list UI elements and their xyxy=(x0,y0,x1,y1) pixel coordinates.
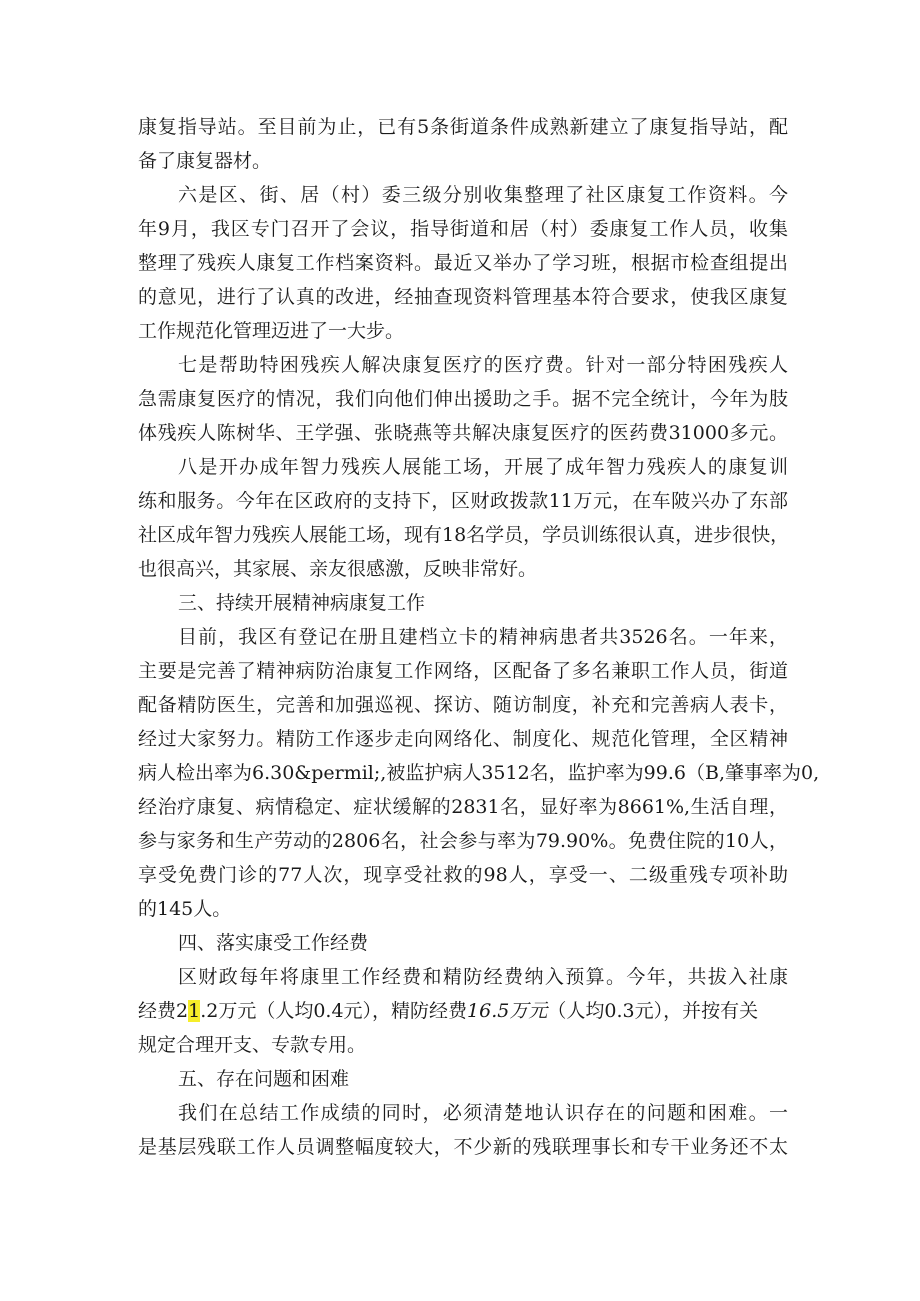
text-line: 八是开办成年智力残疾人展能工场，开展了成年智力残疾人的康复训 xyxy=(178,456,788,478)
text-line: 年9月，我区专门召开了会议，指导街道和居（村）委康复工作人员，收集 xyxy=(138,218,788,240)
text-line: 整理了残疾人康复工作档案资料。最近又举办了学习班，根据市检查组提出 xyxy=(138,252,788,274)
text-line: 工作规范化管理迈进了一大步。 xyxy=(138,320,405,342)
text-line: 七是帮助特困残疾人解决康复医疗的医疗费。针对一部分特困残疾人 xyxy=(178,354,788,376)
section-heading: 四、落实康受工作经费 xyxy=(178,932,369,954)
italic-amount: 16.5万元 xyxy=(467,1000,548,1022)
highlighted-text: 1 xyxy=(188,1000,201,1022)
text-segment: 经费2 xyxy=(138,1000,189,1022)
section-heading: 三、持续开展精神病康复工作 xyxy=(178,592,426,614)
text-line: 社区成年智力残疾人展能工场，现有18名学员，学员训练很认真，进步很快， xyxy=(138,524,790,546)
text-line: 区财政每年将康里工作经费和精防经费纳入预算。今年，共拔入社康 xyxy=(178,966,788,988)
text-line: 六是区、街、居（村）委三级分别收集整理了社区康复工作资料。今 xyxy=(178,184,788,206)
text-line: 配备精防医生，完善和加强巡视、探访、随访制度，补充和完善病人表卡， xyxy=(138,694,788,716)
text-line: 也很高兴，其家展、亲友很感激，反映非常好。 xyxy=(138,558,538,580)
text-line: 主要是完善了精神病防治康复工作网络，区配备了多名兼职工作人员，街道 xyxy=(138,660,788,682)
text-line: 经过大家努力。精防工作逐步走向网络化、制度化、规范化管理，全区精神 xyxy=(138,728,788,750)
text-line: 练和服务。今年在区政府的支持下，区财政拨款11万元，在车陂兴办了东部 xyxy=(138,490,788,512)
text-line: 备了康复器材。 xyxy=(138,150,272,172)
section-heading: 五、存在问题和困难 xyxy=(178,1068,350,1090)
text-line-highlighted xyxy=(138,994,788,1028)
text-line: 我们在总结工作成绩的同时，必须清楚地认识存在的问题和困难。一 xyxy=(178,1102,788,1124)
text-line: 享受免费门诊的77人次，现享受社救的98人，享受一、二级重残专项补助 xyxy=(138,864,788,886)
text-line: 经治疗康复、病情稳定、症状缓解的2831名，显好率为8661%,生活自理， xyxy=(138,796,788,818)
text-line: 规定合理开支、专款专用。 xyxy=(138,1034,367,1056)
text-segment: .2万元（人均0.4元），精防经费 xyxy=(200,1000,468,1022)
text-line: 康复指导站。至目前为止，已有5条街道条件成熟新建立了康复指导站，配 xyxy=(138,116,788,138)
text-line: 的145人。 xyxy=(138,898,232,920)
text-line: 病人检出率为6.30&permil;,被监护病人3512名，监护率为99.6（B,肇事率为0, xyxy=(138,762,820,784)
text-line: 是基层残联工作人员调整幅度较大，不少新的残联理事长和专干业务还不太 xyxy=(138,1136,788,1158)
text-line: 目前，我区有登记在册且建档立卡的精神病患者共3526名。一年来， xyxy=(178,626,788,648)
text-line: 体残疾人陈树华、王学强、张晓燕等共解决康复医疗的医药费31000多元。 xyxy=(138,422,788,444)
text-line: 急需康复医疗的情况，我们向他们伸出援助之手。据不完全统计，今年为肢 xyxy=(138,388,788,410)
text-line: 参与家务和生产劳动的2806名，社会参与率为79.90%。免费住院的10人， xyxy=(138,830,788,852)
text-line: 的意见，进行了认真的改进，经抽查现资料管理基本符合要求，使我区康复 xyxy=(138,286,788,308)
text-segment: （人均0.3元），并按有关 xyxy=(547,1000,759,1022)
